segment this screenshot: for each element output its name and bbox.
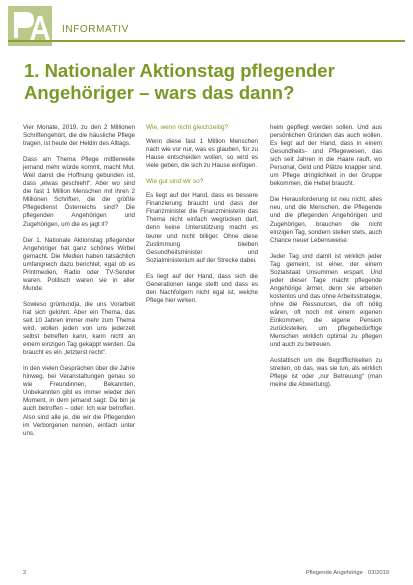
body-paragraph: Austattisch um die Begrifflichkeiten zu streiten, ob das, was sie tun, als wirklich Pflege ist oder „nur Betreuung“ (man meine die Abwertung). xyxy=(270,357,382,389)
body-paragraph: Wenn diese fast 1 Million Menschen nach wie vor nur, was es glauben, für zu Hause entscheiden wollen, so wird es viele geben, die sich zu Hause einfügen. xyxy=(146,138,258,170)
article-column-1 xyxy=(23,124,135,446)
body-paragraph: Dass am Thema Pflege mittlerweile jemand mehr würde kommt, macht Mut. Weil damit die Hoffnung gebunden ist, dass „etwas geschieht“. Aber wo sind die fast 1 Million Menschen mit ihren 2 Millionen Schriften, die die größte Pflegedienst Österreichs sind? Die pflegenden Angehörigen und Zugehörigen, um die es jagt it? xyxy=(23,156,135,228)
section-label: INFORMATIV xyxy=(62,24,129,35)
body-paragraph: Jeder Tag und damit ist wirklich jeder Tag gemeint, ist einer, der einem Sozialstaat Unsummen erspart. Und jeder dieser Tage macht pflegende Angehörige ärmer, denn sie arbeiten kostenlos und das ohne Arbeitsstrategie, ohne die Ressourcen, die oft nötig wären, oft noch mit einem eigenen Einkommen, die eigene Pension zurückstellen, um pflegebedürftige Menschen wirklich optimal zu pflegen und auch zu betreuen. xyxy=(270,252,382,349)
body-paragraph: In den vielen Gesprächen über die Jahre hinweg, bei Veranstaltungen genau so wie Freundinnen, Bekannten, Unbekannten gibt es immer wieder den Moment, in dem jemand sagt: Da bin ja auch betroffen – oder: Ich war betroffen. Also sind alle je, die wir die Pflegenden im Verborgenen nennen, einfach unter uns. xyxy=(23,365,135,437)
body-paragraph: Vier Monate, 2019, zu den 2 Millionen Schriftengehört, die die häusliche Pflege tragen, ist heute der Heldin des Alltags. xyxy=(23,124,135,148)
article-column-2 xyxy=(146,124,258,313)
body-paragraph: heim gepflegt werden sollen. Und aus persönlichen Gründen das auch wollen. Es liegt auf der Hand, dass in einem Gesundheits- und Pflegewesen, das sich seit Jahren in die Haare rauft, wo Personal, Geld und Plätze knapper sind, um Pflege dringlichkeit in der Gruppe bekommen, die Hebel braucht. xyxy=(270,124,382,188)
body-paragraph: Der 1. Nationale Aktionstag pflegender Angehöriger hat ganz schönes Wirbel gemacht. Die Medien haben tatsächlich umfangreich dazu berichtet, egal ob es Printmedien, Radio oder TV-Sender waren. Politisch waren sie in aller Munde. xyxy=(23,236,135,292)
body-paragraph: Sowieso grüntundja, die uns Vorarbeit hat sich gelohnt. Aber ein Thema, das seit 10 Jahren immer mehr zum Thema wird, wollen jeden von uns jederzeit selbst betreffen kann, kann nicht an einem einzigen Tag gekappt werden. Da braucht es ein „letzterst recht“. xyxy=(23,300,135,357)
article-column-3 xyxy=(270,124,382,397)
column-subheading: Wie, wenn nicht gleichzeitig? xyxy=(146,124,229,131)
page-number: 2 xyxy=(23,570,27,576)
publication-footer: Pflegende Angehörige · 03/2019 xyxy=(305,570,389,576)
column-subheading: Wie gut sind wir so? xyxy=(146,178,204,186)
body-paragraph: Die Herausforderung ist neu nicht, alles neu, und die Menschen, die Pflegende und die pflegenden Angehörigen und Zugehörigen, brauchen die nicht einzigen Tag, sondern stellen stets, auch Chance neuer Lebensweise. xyxy=(270,196,382,244)
body-paragraph: Es liegt auf der Hand, dass es bessere Finanzierung braucht und dass der Finanzminister die Finanzministerin das Thema nicht einfach wegrücken darf, denn keine Unterstützung macht es teurer und nicht billiger. Ohne diese Zustimmung bleiben Gesundheitsminister und Sozialministerium auf der Strecke dabei. xyxy=(146,192,258,264)
article-title: 1. Nationaler Aktionstag pflegender Angehöriger – wars das dann? xyxy=(24,60,335,103)
body-paragraph: Es liegt auf der Hand, dass sich die Generationen lange stellt und dass es den Nachfolgern nicht egal ist, welche Pflege hier wirken. xyxy=(146,272,258,304)
header-divider xyxy=(8,40,405,42)
